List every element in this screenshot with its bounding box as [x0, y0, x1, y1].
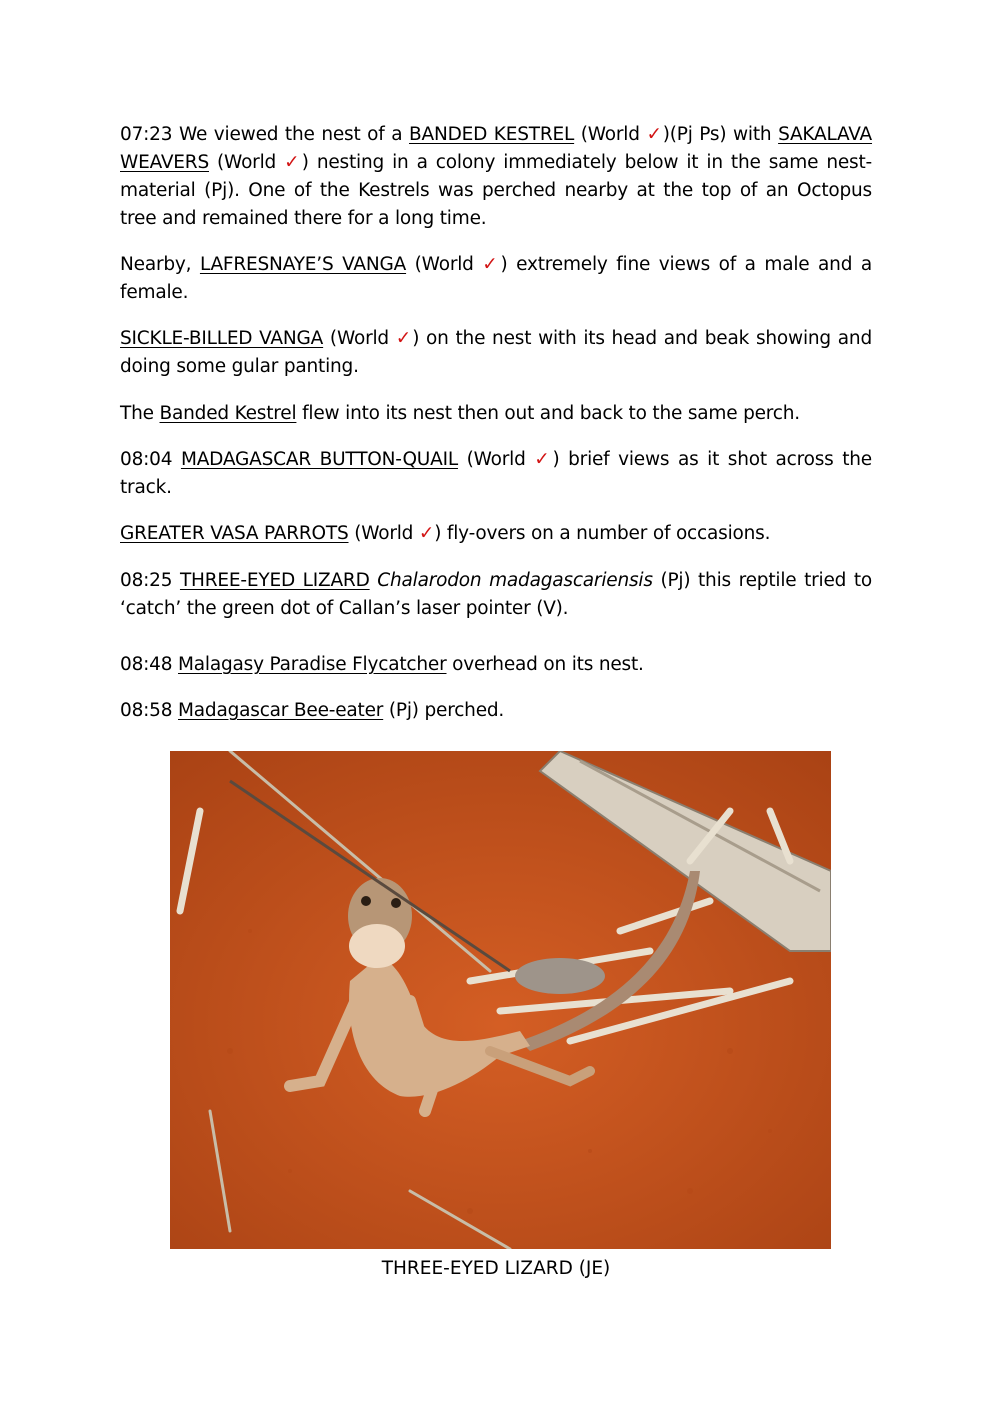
species-name: GREATER VASA PARROTS — [120, 523, 349, 544]
paragraph-sickle-billed-vanga — [120, 325, 872, 381]
text-run: (Pj) this reptile tried to ‘catch’ the green dot of Callan’s laser pointer (V). — [120, 570, 872, 619]
text-run: The — [120, 403, 160, 424]
text-run: ) on the nest with its head and beak showing and doing some gular panting. — [120, 328, 872, 377]
species-name: Banded Kestrel — [159, 403, 297, 424]
paragraph-banded-kestrel — [120, 121, 872, 233]
text-run: (Pj) perched. — [383, 700, 505, 721]
paragraph-three-eyed-lizard — [120, 567, 872, 623]
check-icon: ✓ — [395, 328, 413, 349]
species-name: Malagasy Paradise Flycatcher — [178, 654, 447, 675]
text-run: ) brief views as it shot across the track. — [120, 449, 872, 498]
check-icon: ✓ — [418, 523, 435, 544]
photo-caption: THREE-EYED LIZARD (JE) — [381, 1258, 611, 1279]
paragraph-lafresnayes-vanga — [120, 251, 872, 307]
check-icon: ✓ — [482, 254, 501, 275]
text-run: ) nesting in a colony immediately below it in the same nest-material (Pj). One of the Kestrels was perched nearby at the top of an Octopus tree and remained there for a long time. — [120, 152, 872, 229]
text-run: (World — [574, 124, 647, 145]
species-name: LAFRESNAYE’S VANGA — [199, 254, 407, 275]
text-run: 08:58 — [120, 700, 178, 721]
lizard-photo — [170, 751, 831, 1249]
check-icon: ✓ — [284, 152, 302, 173]
paragraph-kestrel-perch — [120, 400, 872, 428]
scientific-name: Chalarodon madagascariensis — [377, 570, 653, 591]
lizard-photo-illustration — [170, 751, 831, 1249]
text-run: ) fly-overs on a number of occasions. — [434, 523, 771, 544]
text-run: (World — [457, 449, 535, 470]
text-run: (World — [348, 523, 419, 544]
species-name: MADAGASCAR BUTTON-QUAIL — [180, 449, 458, 470]
species-name: Madagascar Bee-eater — [178, 700, 384, 721]
text-run: )(Pj Ps) with — [662, 124, 779, 145]
text-run: (World — [323, 328, 396, 349]
species-name: SICKLE-BILLED VANGA — [120, 328, 324, 349]
check-icon: ✓ — [646, 124, 663, 145]
text-run: Nearby, — [120, 254, 200, 275]
paragraph-vasa-parrots — [120, 520, 872, 548]
text-run: (World — [209, 152, 285, 173]
text-run: flew into its nest then out and back to the same perch. — [296, 403, 800, 424]
text-run: 08:25 — [120, 570, 180, 591]
text-run: 07:23 We viewed the nest of a — [120, 124, 409, 145]
text-run: 08:48 — [120, 654, 178, 675]
check-icon: ✓ — [534, 449, 553, 470]
species-name: SAKALAVA WEAVERS — [120, 124, 873, 173]
pebble — [515, 958, 605, 994]
paragraph-bee-eater — [120, 697, 872, 725]
text-run: overhead on its nest. — [446, 654, 644, 675]
species-name: THREE-EYED LIZARD — [179, 570, 370, 591]
species-name: BANDED KESTREL — [409, 124, 575, 145]
text-run: (World — [406, 254, 483, 275]
text-run: 08:04 — [120, 449, 181, 470]
paragraph-button-quail — [120, 446, 872, 502]
text-run: ) extremely fine views of a male and a female. — [120, 254, 872, 303]
paragraph-paradise-flycatcher — [120, 651, 872, 679]
